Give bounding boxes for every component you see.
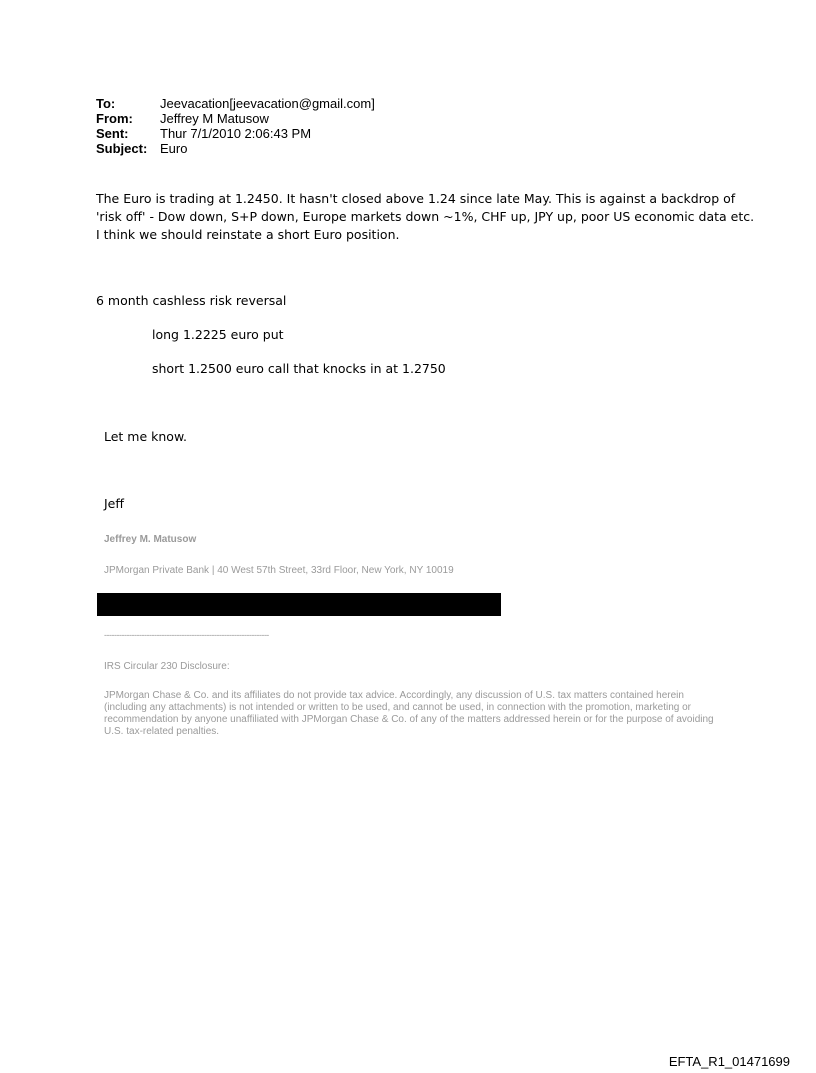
disclosure-text: JPMorgan Chase & Co. and its affiliates do not provide tax advice. Accordingly, any discussion of U.S. tax matters contained herein (including any attachments) is not intended or written to be used, and cannot be used, in connection with the promotion, marketing or recommendation by anyone unaffiliated with JPMorgan Chase & Co. of any of the matters addressed herein or for the purpose of avoiding U.S. tax-related penalties. <box>104 690 714 737</box>
to-label: To: <box>96 96 116 111</box>
sent-value: Thur 7/1/2010 2:06:43 PM <box>160 126 312 141</box>
signature-name: Jeffrey M. Matusow <box>104 534 197 545</box>
signature-address: JPMorgan Private Bank | 40 West 57th Street, 33rd Floor, New York, NY 10019 <box>104 565 454 576</box>
subject-row <box>96 141 375 156</box>
disclosure-title: IRS Circular 230 Disclosure: <box>104 661 230 672</box>
to-value: Jeevacation[jeevacation@gmail.com] <box>160 96 375 111</box>
body-paragraph <box>96 190 754 244</box>
to-row <box>96 96 375 111</box>
paragraph-line: 'risk off' - Dow down, S+P down, Europe markets down ~1%, CHF up, JPY up, poor US economic data etc. <box>96 209 755 224</box>
from-value: Jeffrey M Matusow <box>160 111 269 126</box>
strategy-leg-1: long 1.2225 euro put <box>152 327 284 342</box>
strategy-leg-2: short 1.2500 euro call that knocks in at 1.2750 <box>152 361 446 376</box>
email-header <box>96 96 375 156</box>
sign-off: Jeff <box>104 496 124 511</box>
paragraph-line: The Euro is trading at 1.2450. It hasn't closed above 1.24 since late May. This is against a backdrop of <box>96 191 736 206</box>
subject-value: Euro <box>160 141 188 156</box>
strategy-title: 6 month cashless risk reversal <box>96 293 287 308</box>
document-id: EFTA_R1_01471699 <box>668 1054 790 1069</box>
from-row <box>96 111 375 126</box>
sent-row <box>96 126 375 141</box>
closing-line: Let me know. <box>104 429 188 444</box>
sent-label: Sent: <box>96 126 129 141</box>
from-label: From: <box>96 111 133 126</box>
paragraph-line: I think we should reinstate a short Euro position. <box>96 227 400 242</box>
redaction-bar <box>97 593 501 616</box>
subject-label: Subject: <box>96 141 148 156</box>
signature-divider: ------------------------------------------------------------------ <box>104 630 269 640</box>
